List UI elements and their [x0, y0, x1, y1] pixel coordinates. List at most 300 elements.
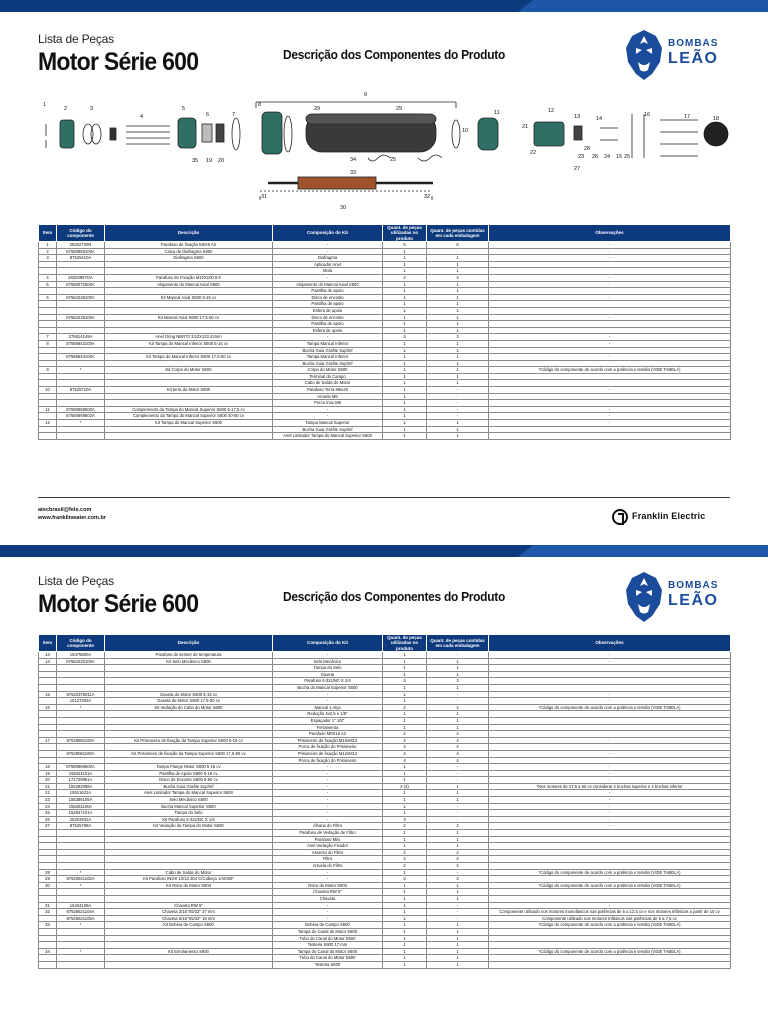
- table-cell: -: [273, 803, 383, 810]
- table-cell: [489, 863, 731, 870]
- table-cell: Kit Vedação do Cabo do Motor S600: [105, 704, 273, 711]
- table-cell: *: [57, 882, 105, 889]
- table-row: [39, 909, 731, 916]
- website-text: www.franklinwater.com.br: [38, 515, 106, 521]
- section-heading: Descrição dos Componentes do Produto: [283, 589, 505, 604]
- table-cell: -: [489, 420, 731, 427]
- table-cell: 3: [383, 876, 427, 883]
- table-row: [39, 321, 731, 328]
- email-text: atecbrasil@fele.com: [38, 507, 92, 513]
- table-cell: 87564229100A: [57, 314, 105, 321]
- table-cell: [57, 744, 105, 751]
- table-cell: 87565842100A: [57, 340, 105, 347]
- table-cell: 3: [383, 816, 427, 823]
- table-cell: -: [489, 750, 731, 757]
- table-cell: -: [489, 248, 731, 255]
- callout-label: 26: [592, 154, 599, 160]
- table-cell: -: [273, 876, 383, 883]
- logo-text-top: BOMBAS: [668, 580, 719, 591]
- table-cell: 1: [383, 889, 427, 896]
- table-cell: [105, 426, 273, 433]
- table-cell: Porca de fixação do Prisioneiro: [273, 744, 383, 751]
- table-cell: -: [273, 274, 383, 281]
- table-cell: [57, 942, 105, 949]
- table-cell: Prisioneiro de fixação M10xM12: [273, 737, 383, 744]
- table-cell: Tampa Mancal Superior: [273, 420, 383, 427]
- table-cell: [105, 360, 273, 367]
- table-cell: [39, 393, 57, 400]
- table-cell: Kit Corpo do Motor S600: [105, 367, 273, 374]
- callout-label: 19: [206, 158, 213, 164]
- table-cell: -: [489, 790, 731, 797]
- table-cell: -: [489, 764, 731, 771]
- column-header: Observações: [489, 635, 731, 652]
- table-cell: *Código do componente de acordo com a potência e tensão (VIDE TABELA): [489, 922, 731, 929]
- table-cell: Kit Prisioneiro de fixação da Tampa Superior S600 17,5-50 cv: [105, 750, 273, 757]
- table-cell: [489, 380, 731, 387]
- table-cell: [39, 928, 57, 935]
- table-cell: -: [427, 902, 489, 909]
- table-cell: 1: [383, 777, 427, 784]
- table-row: [39, 242, 731, 249]
- table-cell: [57, 711, 105, 718]
- table-cell: [105, 889, 273, 896]
- table-cell: 26: [39, 816, 57, 823]
- table-cell: Disco de encosto: [273, 294, 383, 301]
- table-cell: [489, 665, 731, 672]
- table-cell: [489, 671, 731, 678]
- table-cell: 1: [383, 790, 427, 797]
- table-row: [39, 757, 731, 764]
- table-cell: [39, 836, 57, 843]
- table-row: [39, 764, 731, 771]
- table-cell: Parafuso M8X16 A2: [273, 731, 383, 738]
- table-cell: -: [427, 406, 489, 413]
- table-cell: 1: [427, 711, 489, 718]
- table-cell: [105, 830, 273, 837]
- table-cell: 1: [383, 652, 427, 659]
- table-row: [39, 770, 731, 777]
- table-cell: 31: [39, 902, 57, 909]
- table-cell: [39, 261, 57, 268]
- table-cell: 1: [383, 387, 427, 394]
- table-row: [39, 327, 731, 334]
- table-cell: [57, 856, 105, 863]
- table-cell: 1: [427, 797, 489, 804]
- table-cell: 1: [383, 294, 427, 301]
- table-cell: 1: [427, 922, 489, 929]
- table-row: [39, 948, 731, 955]
- table-cell: [105, 307, 273, 314]
- table-cell: [39, 413, 57, 420]
- table-cell: 87580869502A: [57, 413, 105, 420]
- table-row: [39, 797, 731, 804]
- bombas-leao-logo: [622, 570, 732, 626]
- table-cell: 4: [383, 750, 427, 757]
- table-cell: 1: [383, 255, 427, 262]
- table-cell: Tampa do Selo: [273, 665, 383, 672]
- table-cell: [105, 935, 273, 942]
- table-row: [39, 902, 731, 909]
- table-row: [39, 678, 731, 685]
- table-cell: 1: [383, 909, 427, 916]
- table-cell: 1: [427, 367, 489, 374]
- table-cell: [39, 665, 57, 672]
- table-cell: [105, 849, 273, 856]
- table-cell: 1: [383, 770, 427, 777]
- table-cell: -: [273, 902, 383, 909]
- table-cell: [489, 400, 731, 407]
- table-row: [39, 406, 731, 413]
- table-cell: [39, 955, 57, 962]
- table-cell: [39, 671, 57, 678]
- table-cell: -: [273, 816, 383, 823]
- table-cell: 1: [39, 242, 57, 249]
- table-cell: 22: [39, 790, 57, 797]
- table-cell: -: [427, 698, 489, 705]
- table-cell: 1: [383, 658, 427, 665]
- table-cell: 4: [383, 757, 427, 764]
- top-banner: [0, 0, 768, 12]
- table-cell: -: [273, 770, 383, 777]
- table-cell: Kit Parafuso 6-32UNC X 1/4: [105, 816, 273, 823]
- table-cell: 1: [383, 301, 427, 308]
- table-cell: -: [489, 652, 731, 659]
- callout-label: 32: [424, 194, 431, 200]
- table-row: [39, 360, 731, 367]
- table-cell: [105, 268, 273, 275]
- table-cell: [57, 843, 105, 850]
- table-row: [39, 367, 731, 374]
- table-cell: Corpo do Motor S600: [273, 367, 383, 374]
- table-cell: 2: [427, 823, 489, 830]
- table-row: [39, 288, 731, 295]
- table-cell: -: [273, 764, 383, 771]
- table-cell: 15127402A: [57, 698, 105, 705]
- table-cell: 1: [383, 717, 427, 724]
- table-cell: [57, 961, 105, 968]
- table-cell: 20: [39, 777, 57, 784]
- callout-label: 25: [390, 157, 397, 163]
- table-cell: 1: [383, 281, 427, 288]
- table-cell: 3: [427, 678, 489, 685]
- table-row: [39, 380, 731, 387]
- table-cell: 4: [383, 744, 427, 751]
- table-cell: 1: [427, 928, 489, 935]
- table-cell: Kit Selo Mecânico S600: [105, 658, 273, 665]
- table-cell: [105, 288, 273, 295]
- page-title: Motor Série 600: [38, 48, 199, 76]
- table-cell: Kit Bobina de Campo S600: [105, 922, 273, 929]
- table-cell: [105, 678, 273, 685]
- table-cell: Kit Tampa do Mancal Inferior S600 17,5-50 cv: [105, 354, 273, 361]
- table-cell: [489, 724, 731, 731]
- table-cell: 1: [383, 288, 427, 295]
- table-cell: 1: [427, 321, 489, 328]
- table-cell: Tampa Mancal Inferior: [273, 340, 383, 347]
- table-cell: [39, 942, 57, 949]
- table-cell: -: [273, 810, 383, 817]
- table-cell: -: [273, 909, 383, 916]
- bombas-leao-logo: [622, 28, 732, 84]
- table-row: [39, 895, 731, 902]
- table-cell: -: [489, 658, 731, 665]
- table-cell: -: [489, 294, 731, 301]
- table-cell: 171729951A: [57, 777, 105, 784]
- table-row: [39, 928, 731, 935]
- table-cell: [57, 671, 105, 678]
- table-cell: [105, 321, 273, 328]
- table-cell: 1: [383, 922, 427, 929]
- column-header: Código do componente: [57, 635, 105, 652]
- callout-label: 20: [218, 158, 225, 164]
- table-cell: 1: [383, 413, 427, 420]
- table-cell: Kit Mancal Axial S600 5-15 cv: [105, 294, 273, 301]
- table-cell: 1: [427, 671, 489, 678]
- table-cell: 1: [427, 433, 489, 440]
- table-cell: 1: [427, 889, 489, 896]
- table-cell: -: [489, 334, 731, 341]
- table-cell: [39, 724, 57, 731]
- table-cell: 1: [427, 354, 489, 361]
- table-row: [39, 750, 731, 757]
- table-cell: -: [427, 413, 489, 420]
- table-cell: 6: [383, 242, 427, 249]
- table-cell: [39, 856, 57, 863]
- table-cell: Chaveta 5/16"X5/32" 19 mm: [105, 915, 273, 922]
- table-row: [39, 737, 731, 744]
- table-cell: 1: [427, 268, 489, 275]
- table-cell: *: [57, 922, 105, 929]
- table-cell: 32: [39, 909, 57, 916]
- table-cell: 4: [427, 750, 489, 757]
- table-cell: -: [489, 876, 731, 883]
- table-row: [39, 955, 731, 962]
- table-cell: -: [427, 810, 489, 817]
- table-cell: 1: [383, 724, 427, 731]
- table-row: [39, 783, 731, 790]
- table-cell: -: [427, 393, 489, 400]
- table-cell: Bucha Guia Grafite Sup/Inf: [273, 360, 383, 367]
- table-cell: 152847101A: [57, 810, 105, 817]
- table-cell: [57, 863, 105, 870]
- table-cell: 1: [383, 354, 427, 361]
- callout-label: 23: [578, 154, 585, 160]
- table-row: [39, 307, 731, 314]
- table-row: [39, 777, 731, 784]
- table-cell: Aplicador Anel: [273, 261, 383, 268]
- table-cell: [39, 268, 57, 275]
- table-cell: Tampa Mancal Inferior: [273, 354, 383, 361]
- table-row: [39, 823, 731, 830]
- table-cell: 25: [39, 810, 57, 817]
- franklin-electric-logo: [612, 509, 732, 525]
- table-cell: Selo Mecânico: [273, 658, 383, 665]
- page-title: Motor Série 600: [38, 590, 199, 618]
- table-cell: 1: [427, 327, 489, 334]
- table-cell: Anel Limitador Tampa do Mancal Superior S600: [105, 790, 273, 797]
- table-cell: -: [273, 248, 383, 255]
- callout-label: 30: [340, 205, 347, 211]
- table-cell: *Código do componente de acordo com a potência e tensão (VIDE TABELA): [489, 882, 731, 889]
- table-cell: 87529061100A: [57, 750, 105, 757]
- table-cell: 275814149A: [57, 334, 105, 341]
- table-cell: 1: [383, 420, 427, 427]
- table-cell: [57, 380, 105, 387]
- table-cell: -: [273, 777, 383, 784]
- table-cell: -: [489, 803, 731, 810]
- table-cell: [489, 433, 731, 440]
- table-cell: 1: [383, 671, 427, 678]
- table-cell: 87525710A: [57, 387, 105, 394]
- table-cell: Kit Tampa do Mancal Inferior S600 5-15 cv: [105, 340, 273, 347]
- table-cell: Kit Tampa do Mancal Superior S600: [105, 420, 273, 427]
- table-cell: Pastilha de apoio: [273, 288, 383, 295]
- table-cell: 1: [427, 658, 489, 665]
- column-header: Item: [39, 635, 57, 652]
- table-cell: Tampa do Canal do Motor S600: [273, 948, 383, 955]
- table-cell: 3: [39, 255, 57, 262]
- callout-label: 9: [364, 92, 368, 98]
- callout-label: 3: [90, 106, 94, 112]
- table-row: [39, 413, 731, 420]
- table-row: [39, 915, 731, 922]
- table-row: [39, 314, 731, 321]
- table-cell: -: [489, 737, 731, 744]
- table-cell: Disco de Encosto S600 5-50 cv: [105, 777, 273, 784]
- table-cell: 1: [427, 895, 489, 902]
- table-row: [39, 248, 731, 255]
- table-cell: [489, 373, 731, 380]
- table-cell: -: [489, 823, 731, 830]
- franklin-brand-text: Franklin Electric: [632, 511, 706, 521]
- table-row: [39, 869, 731, 876]
- table-cell: *: [57, 367, 105, 374]
- table-cell: 2: [427, 731, 489, 738]
- callout-label: 10: [462, 128, 469, 134]
- table-cell: 2: [383, 704, 427, 711]
- table-cell: [39, 717, 57, 724]
- table-cell: -: [427, 691, 489, 698]
- table-cell: Kit Enrolamento S600: [105, 948, 273, 955]
- table-cell: [489, 268, 731, 275]
- table-cell: *Código do componente de acordo com a potência e tensão (VIDE TABELA): [489, 948, 731, 955]
- table-cell: 87580869500A: [57, 406, 105, 413]
- column-header: Quant. de peças utilizadas no produto: [383, 225, 427, 242]
- table-cell: [489, 955, 731, 962]
- table-cell: 1: [383, 406, 427, 413]
- table-cell: 1: [427, 684, 489, 691]
- table-cell: [57, 347, 105, 354]
- table-cell: 3: [427, 334, 489, 341]
- table-cell: 1: [427, 360, 489, 367]
- table-cell: [105, 961, 273, 968]
- table-cell: [57, 895, 105, 902]
- table-cell: 28202957OA: [57, 274, 105, 281]
- table-cell: 4: [383, 274, 427, 281]
- table-cell: -: [273, 915, 383, 922]
- table-cell: [105, 261, 273, 268]
- table-cell: *Nos motores de 17,5 a 50 cv considerar 2 buchas superior e 2 buchas inferior: [489, 783, 731, 790]
- table-cell: Chaveta RW 6": [105, 902, 273, 909]
- column-header: Composição do Kit: [273, 635, 383, 652]
- table-cell: *: [57, 420, 105, 427]
- callout-label: 29: [396, 106, 403, 112]
- table-cell: 1: [383, 797, 427, 804]
- table-row: [39, 373, 731, 380]
- callout-label: 11: [494, 110, 500, 116]
- table-cell: -: [273, 698, 383, 705]
- contact-info: [38, 506, 106, 522]
- table-cell: 1: [427, 420, 489, 427]
- table-cell: [105, 757, 273, 764]
- table-cell: 1: [383, 360, 427, 367]
- table-cell: 87564220100A: [57, 658, 105, 665]
- table-cell: Kit Rotor do Motor S600: [105, 882, 273, 889]
- table-cell: [105, 863, 273, 870]
- franklin-mark-icon: [612, 509, 628, 525]
- table-cell: -: [273, 797, 383, 804]
- callout-label: 5: [182, 106, 186, 112]
- table-cell: [489, 307, 731, 314]
- callout-label: 33: [350, 170, 357, 176]
- table-cell: [105, 955, 273, 962]
- table-cell: [39, 307, 57, 314]
- table-cell: [57, 307, 105, 314]
- table-cell: -: [427, 909, 489, 916]
- callout-label: 1: [43, 102, 47, 108]
- table-cell: Anel Limitador Tampa do Mancal Superior S600: [273, 433, 383, 440]
- table-cell: 87525410A: [57, 255, 105, 262]
- table-cell: 1: [383, 684, 427, 691]
- table-row: [39, 830, 731, 837]
- table-row: [39, 334, 731, 341]
- table-cell: 1: [427, 294, 489, 301]
- table-cell: Bucha Mancal Superior S600: [105, 803, 273, 810]
- table-row: [39, 658, 731, 665]
- table-cell: Alhana do Filtro: [273, 823, 383, 830]
- exploded-view-diagram: [38, 88, 730, 218]
- table-cell: [39, 400, 57, 407]
- callout-label: 22: [530, 150, 537, 156]
- callout-label: 24: [604, 154, 611, 160]
- table-cell: 1: [383, 314, 427, 321]
- callout-label: 15: [616, 154, 623, 160]
- table-cell: [57, 360, 105, 367]
- table-cell: 2: [427, 863, 489, 870]
- table-cell: [105, 433, 273, 440]
- table-cell: [39, 698, 57, 705]
- table-cell: Componente utilizado nos motores monofásicos nas potências de 5 a 12,5 cv e nos motores trifásicos a partir de 10 cv: [489, 909, 731, 916]
- logo-text-bottom: LEÃO: [668, 50, 719, 67]
- page-subtitle: Lista de Peças: [38, 574, 114, 588]
- table-cell: [489, 288, 731, 295]
- table-cell: [105, 393, 273, 400]
- table-cell: 27: [39, 823, 57, 830]
- table-cell: Parafuso 6-32UNC X 1/4: [273, 678, 383, 685]
- table-cell: 11: [39, 406, 57, 413]
- table-cell: 1: [427, 836, 489, 843]
- table-cell: 21: [39, 783, 57, 790]
- table-cell: -: [427, 869, 489, 876]
- table-cell: 7: [39, 334, 57, 341]
- table-cell: Kit Parafuso INOX 10/10 304 C/Cabeça 1/4X3/8": [105, 876, 273, 883]
- table-cell: [57, 830, 105, 837]
- table-cell: [39, 849, 57, 856]
- table-cell: [39, 711, 57, 718]
- table-cell: *: [57, 948, 105, 955]
- table-cell: Arruela M6: [273, 393, 383, 400]
